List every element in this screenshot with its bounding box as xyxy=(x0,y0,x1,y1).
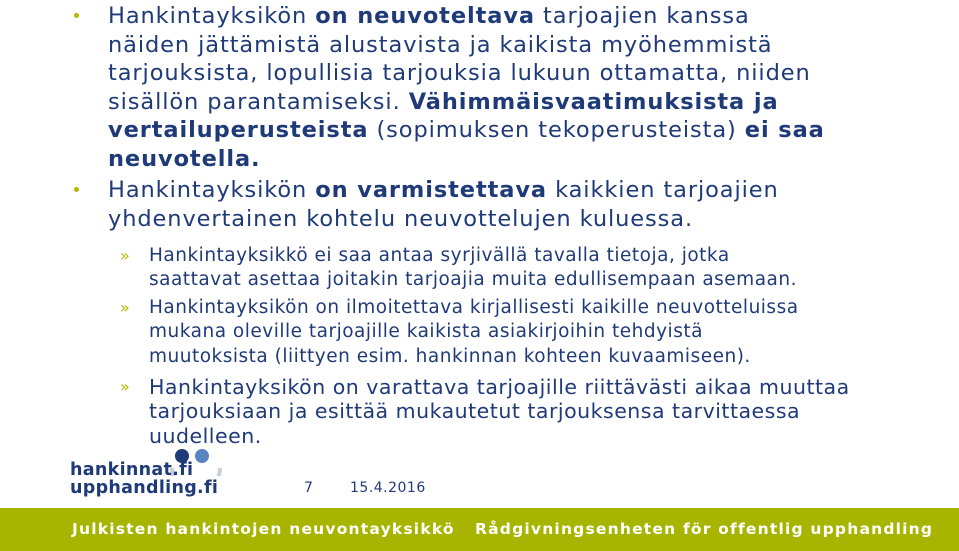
text-line: Hankintayksikön on ilmoitettava kirjallisesti kaikille neuvotteluissa xyxy=(149,297,799,318)
text-segment: yhdenvertainen kohtelu neuvottelujen kuluessa. xyxy=(108,205,694,232)
footer-bar xyxy=(0,508,959,551)
bold-text: on neuvoteltava xyxy=(315,3,535,29)
subbullet-marker: » xyxy=(120,377,131,396)
text-segment: tarjoajien kanssa xyxy=(535,3,750,29)
bullet-2-text xyxy=(108,176,779,233)
slide-date: 15.4.2016 xyxy=(350,480,426,496)
bullet-2 xyxy=(74,176,779,233)
text-line xyxy=(108,116,825,145)
subbullet-3 xyxy=(120,375,850,448)
bullet-dot xyxy=(74,187,79,192)
subbullet-3-text xyxy=(149,375,850,448)
text-line xyxy=(108,88,825,117)
text-line xyxy=(108,31,825,60)
footer-right-text: Rådgivningsenheten för offentlig upphandling xyxy=(475,520,934,538)
text-segment: Hankintayksikön xyxy=(108,177,316,203)
bullet-1 xyxy=(74,2,825,173)
logo-text-sv: upphandling.fi xyxy=(70,478,219,498)
text-line xyxy=(108,205,779,234)
footer-left-text: Julkisten hankintojen neuvontayksikkö xyxy=(72,520,455,538)
subbullet-2-text xyxy=(149,296,799,369)
text-segment: kaikkien tarjoajien xyxy=(547,177,779,203)
hankinnat-logo xyxy=(70,440,230,500)
text-segment: tarjouksista, lopullisia tarjouksia lukuun ottamatta, niiden xyxy=(108,60,811,86)
subbullet-1-text xyxy=(149,244,797,293)
bold-text: neuvotella. xyxy=(108,145,261,172)
text-line xyxy=(108,145,825,174)
subbullet-marker: » xyxy=(120,246,131,265)
bold-text: ei saa xyxy=(744,117,825,143)
text-line: mukana oleville tarjoajille kaikista asiakirjoihin tehdyistä xyxy=(149,321,703,343)
text-line xyxy=(108,59,825,88)
subbullet-marker: » xyxy=(120,298,131,317)
text-line: Hankintayksikkö ei saa antaa syrjivällä tavalla tietoja, jotka xyxy=(149,245,730,266)
page-number: 7 xyxy=(304,480,314,496)
text-segment: (sopimuksen tekoperusteista) xyxy=(368,117,745,143)
text-line: tarjouksiaan ja esittää mukautetut tarjouksensa tarvittaessa xyxy=(149,399,801,424)
text-line: saattavat asettaa joitakin tarjoajia muita edullisempaan asemaan. xyxy=(149,269,797,291)
text-segment: näiden jättämistä alustavista ja kaikista myöhemmistä xyxy=(108,31,773,58)
bullet-1-text xyxy=(108,2,825,173)
text-line: Hankintayksikön on varattava tarjoajille riittävästi aikaa muuttaa xyxy=(149,375,850,399)
text-line: uudelleen. xyxy=(149,423,262,448)
bold-text: vertailuperusteista xyxy=(108,117,369,143)
text-line xyxy=(108,176,779,205)
subbullet-1 xyxy=(120,244,797,293)
bold-text: on varmistettava xyxy=(315,177,548,203)
bold-text: Vähimmäisvaatimuksista ja xyxy=(408,88,779,115)
text-segment: sisällön parantamiseksi. xyxy=(108,88,409,115)
text-line: muutoksista (liittyen esim. hankinnan kohteen kuvaamiseen). xyxy=(149,345,751,367)
bullet-dot xyxy=(74,13,79,18)
text-segment: Hankintayksikön xyxy=(108,3,316,29)
logo-text-fi: hankinnat.fi xyxy=(70,460,194,480)
subbullet-2 xyxy=(120,296,799,369)
text-line xyxy=(108,2,825,31)
